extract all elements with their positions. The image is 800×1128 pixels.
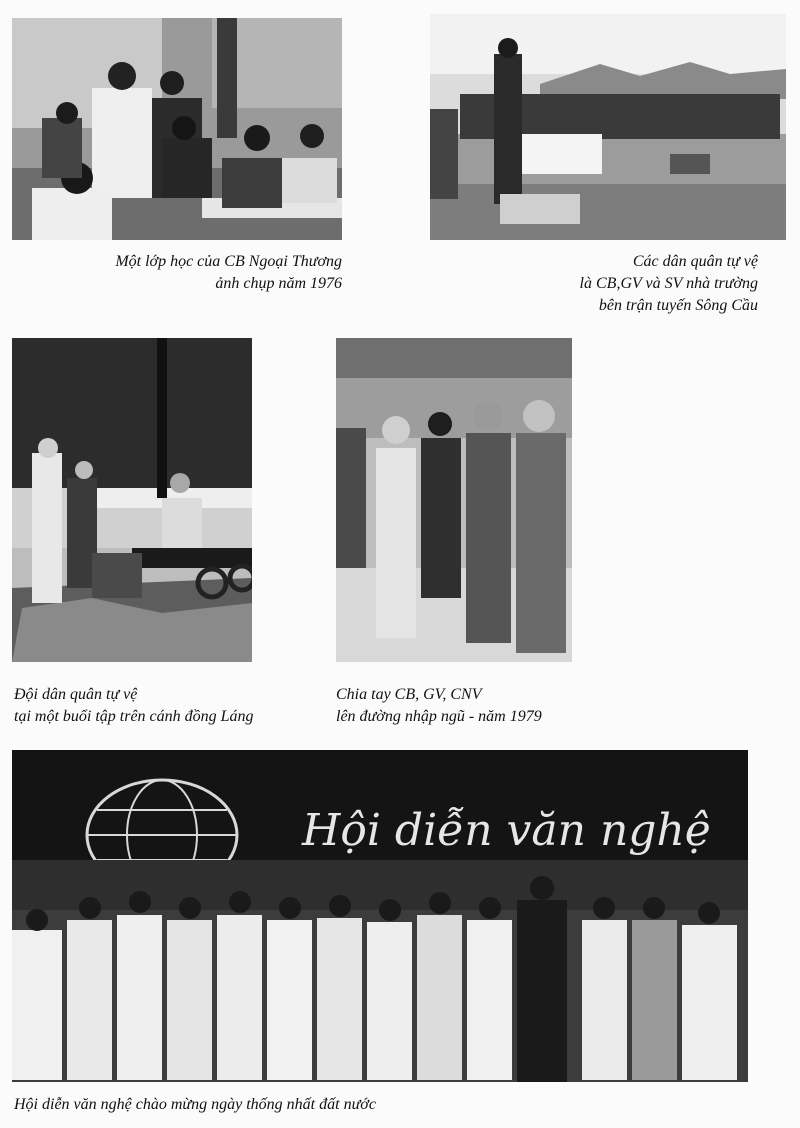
caption-line: lên đường nhập ngũ - năm 1979 — [336, 708, 542, 725]
caption-militia-lang — [14, 684, 314, 728]
photo-militia-lang — [12, 338, 252, 662]
photo-farewell-1979 — [336, 338, 572, 662]
caption-line: Đội dân quân tự vệ — [14, 686, 138, 703]
caption-performance — [14, 1094, 614, 1116]
caption-line: Một lớp học của CB Ngoại Thương — [115, 253, 342, 270]
photo-performance — [12, 750, 748, 1082]
caption-line: Hội diễn văn nghệ chào mừng ngày thống nhất đất nước — [14, 1096, 376, 1113]
photo-classroom — [12, 18, 342, 240]
caption-line: tại một buổi tập trên cánh đồng Láng — [14, 708, 254, 725]
stage-banner: Hội diễn văn nghệ — [302, 805, 711, 856]
caption-farewell-1979 — [336, 684, 596, 728]
caption-militia-song-cau — [480, 251, 758, 317]
caption-line: Các dân quân tự vệ — [632, 253, 758, 270]
photo-militia-song-cau — [430, 14, 786, 240]
caption-line: bên trận tuyến Sông Cầu — [598, 297, 758, 314]
caption-line: là CB,GV và SV nhà trường — [579, 275, 758, 292]
caption-line: Chia tay CB, GV, CNV — [336, 686, 482, 703]
caption-line: ảnh chụp năm 1976 — [215, 275, 342, 292]
caption-classroom — [30, 251, 342, 295]
